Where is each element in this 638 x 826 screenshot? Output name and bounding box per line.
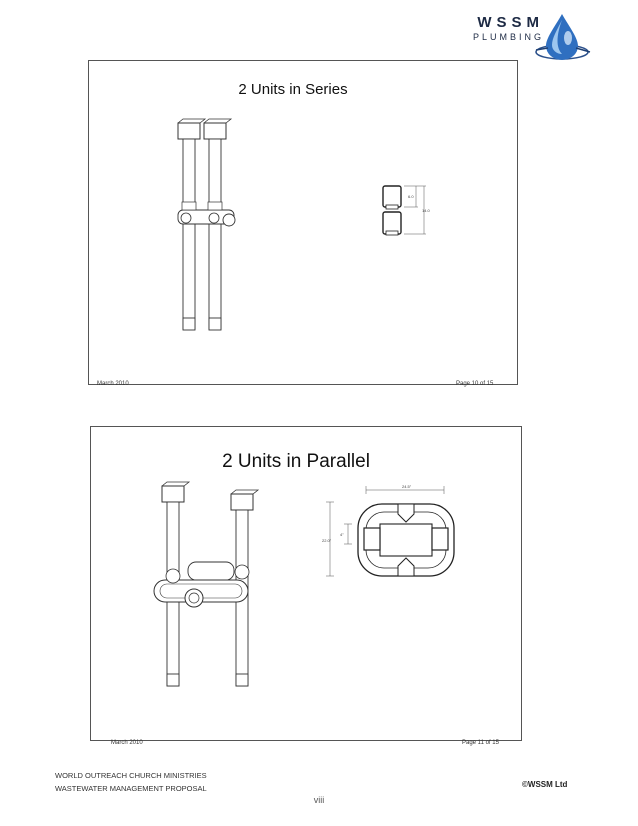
dimension-label: 22.0" (322, 538, 332, 543)
slide-footer-page: Page 11 of 15 (462, 740, 499, 746)
slide-footer-page: Page 10 of 15 (456, 381, 494, 387)
logo-subtitle: PLUMBING (472, 32, 544, 42)
dimension-label: 4" (340, 532, 344, 537)
parallel-top-view (322, 484, 462, 584)
dimension-label: 6.0 (408, 194, 414, 199)
footer-org: WORLD OUTREACH CHURCH MINISTRIES (55, 771, 207, 780)
parallel-units-drawing (148, 480, 260, 692)
slide-footer-date: March 2010 (111, 740, 143, 746)
logo-brand: WSSM (477, 14, 544, 31)
slide-title: 2 Units in Series (238, 81, 348, 98)
copyright: ©WSSM Ltd (522, 780, 568, 789)
slide-series (88, 60, 518, 385)
series-top-view (378, 182, 438, 240)
series-units-drawing (170, 118, 240, 336)
water-drop-icon (532, 8, 592, 66)
slide-footer-date: March 2010 (97, 381, 129, 387)
footer-title: WASTEWATER MANAGEMENT PROPOSAL (55, 784, 207, 793)
dimension-label: 14.0 (422, 208, 430, 213)
dimension-label: 24.5" (402, 484, 412, 489)
document-footer (55, 769, 207, 795)
wssm-logo (440, 8, 630, 68)
slide-title: 2 Units in Parallel (222, 451, 370, 472)
page-number: viii (313, 795, 325, 805)
